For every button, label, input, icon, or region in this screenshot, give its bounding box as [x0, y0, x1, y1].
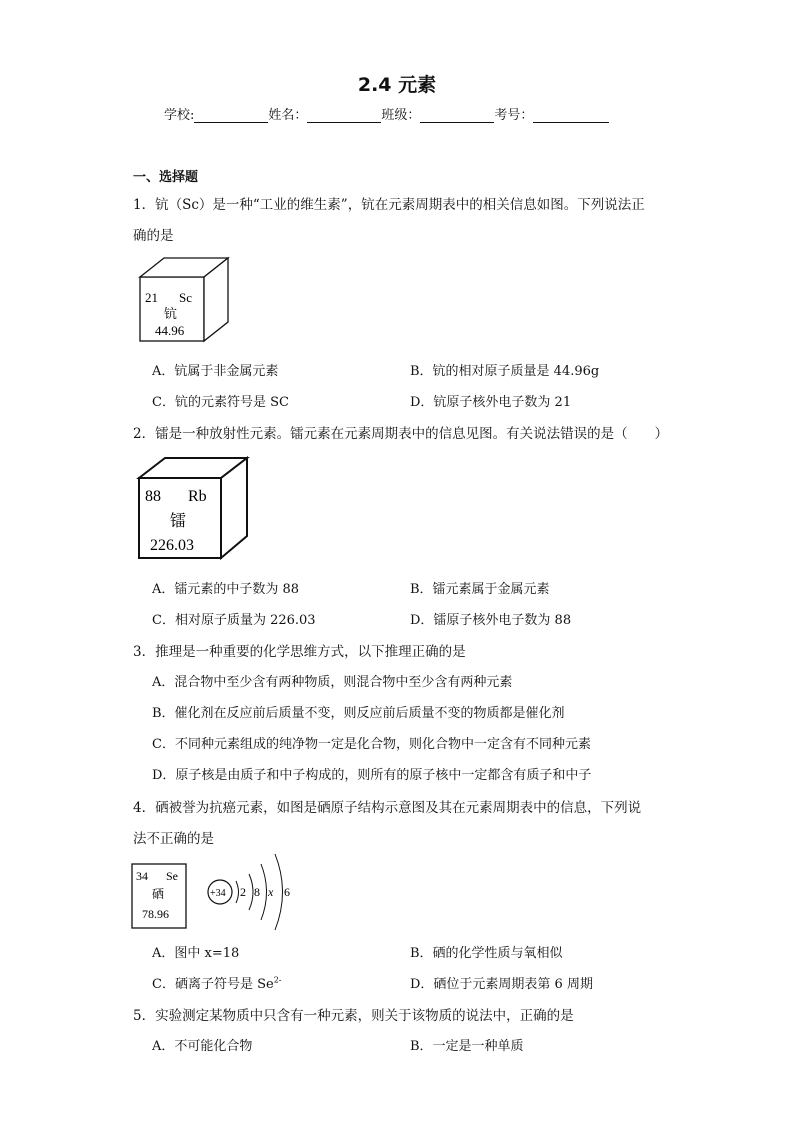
q2-option-d[interactable]: D．镭原子核外电子数为 88 [410, 613, 572, 628]
question-1-line-1: 1．钪（Sc）是一种“工业的维生素”，钪在元素周期表中的相关信息如图。下列说法正 [133, 197, 645, 213]
q1-option-a[interactable]: A．钪属于非金属元素 [152, 364, 279, 379]
q1-option-b[interactable]: B．钪的相对原子质量是 44.96g [410, 364, 600, 379]
question-1-line-2: 确的是 [133, 228, 174, 244]
shell-electrons: 6 [284, 885, 290, 899]
atomic-number: 88 [145, 488, 161, 505]
question-4-line-2: 法不正确的是 [133, 831, 214, 847]
selenium-figure [130, 852, 300, 932]
q5-option-a[interactable]: A．不可能化合物 [152, 1039, 253, 1054]
class-blank[interactable] [420, 108, 494, 123]
atomic-mass: 226.03 [150, 537, 194, 554]
name-blank[interactable] [307, 108, 381, 123]
shell-electrons: 2 [240, 885, 246, 899]
section-title: 一、选择题 [133, 170, 199, 185]
q1-option-d[interactable]: D．钪原子核外电子数为 21 [410, 395, 572, 410]
atomic-number: 21 [145, 290, 158, 305]
atomic-mass: 78.96 [142, 907, 169, 921]
question-5-line-1: 5．实验测定某物质中只含有一种元素，则关于该物质的说法中，正确的是 [133, 1008, 574, 1024]
q4-option-b[interactable]: B．硒的化学性质与氧相似 [410, 946, 563, 961]
q4-option-d[interactable]: D．硒位于元素周期表第 6 周期 [410, 977, 593, 992]
q2-option-a[interactable]: A．镭元素的中子数为 88 [152, 582, 300, 597]
q3-option-d[interactable]: D．原子核是由质子和中子构成的，则所有的原子核中一定都含有质子和中子 [152, 768, 592, 783]
electron-shell-arc [261, 864, 267, 920]
q1-option-c[interactable]: C．钪的元素符号是 SC [152, 395, 289, 410]
q3-option-c[interactable]: C．不同种元素组成的纯净物一定是化合物，则化合物中一定含有不同种元素 [152, 737, 591, 752]
school-blank[interactable] [194, 108, 268, 123]
nucleus-charge: +34 [210, 888, 226, 899]
q2-option-c[interactable]: C．相对原子质量为 226.03 [152, 613, 316, 628]
ion-charge: 2- [273, 975, 282, 985]
question-3-line-1: 3．推理是一种重要的化学思维方式，以下推理正确的是 [133, 644, 466, 660]
page-title: 2.4 元素 [357, 74, 437, 96]
q4-option-a[interactable]: A．图中 x=18 [152, 946, 240, 961]
student-info-line [164, 104, 609, 123]
element-card-scandium [137, 256, 237, 346]
atomic-mass: 44.96 [155, 323, 185, 338]
q5-option-b[interactable]: B．一定是一种单质 [410, 1039, 524, 1054]
name-label: 姓名： [268, 108, 308, 123]
number-label: 考号： [494, 108, 534, 123]
question-4-line-1: 4．硒被誉为抗癌元素，如图是硒原子结构示意图及其在元素周期表中的信息，下列说 [133, 800, 642, 816]
atomic-number: 34 [136, 869, 148, 883]
element-symbol: Se [166, 869, 178, 883]
element-name: 钪 [164, 306, 178, 321]
element-card-radium [136, 456, 252, 562]
question-2-line-1: 2．镭是一种放射性元素。镭元素在元素周期表中的信息见图。有关说法错误的是（ ） [133, 426, 669, 442]
shell-electrons: x [268, 885, 274, 899]
class-label: 班级： [381, 108, 421, 123]
q4-option-c[interactable] [152, 973, 281, 992]
q2-option-b[interactable]: B．镭元素属于金属元素 [410, 582, 550, 597]
element-symbol: Rb [188, 488, 207, 505]
element-symbol: Sc [179, 290, 192, 305]
electron-shell-arc [249, 874, 253, 910]
electron-shell-arc [275, 854, 283, 930]
q3-option-b[interactable]: B．催化剂在反应前后质量不变，则反应前后质量不变的物质都是催化剂 [152, 706, 565, 721]
element-name: 硒 [152, 887, 165, 901]
number-blank[interactable] [533, 108, 609, 123]
electron-shell-arc [236, 881, 239, 903]
element-name: 镭 [170, 513, 187, 530]
q4-option-c-text: C．硒离子符号是 Se [152, 977, 274, 992]
q3-option-a[interactable]: A．混合物中至少含有两种物质，则混合物中至少含有两种元素 [152, 675, 513, 690]
shell-electrons: 8 [254, 885, 260, 899]
school-label: 学校: [164, 108, 195, 123]
